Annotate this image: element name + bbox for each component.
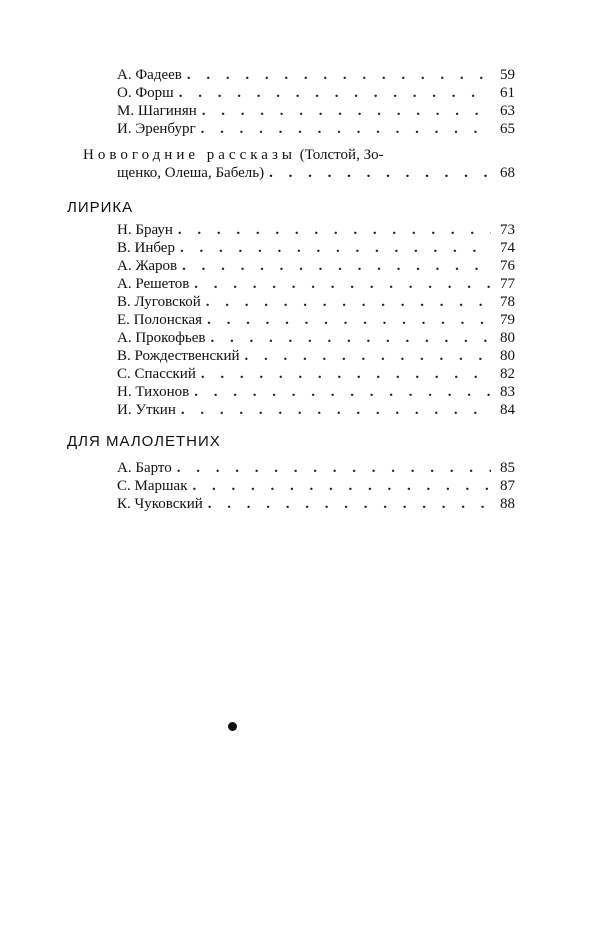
entry-page: 74 [500,240,515,256]
toc-entry [117,495,515,513]
toc-entry [117,257,515,275]
leader-dots [182,257,491,275]
entry-author: А. Прокофьев [117,330,206,346]
leader-dots [201,365,491,383]
leader-dots [178,221,491,239]
entry-author: С. Маршак [117,478,188,494]
entry-author: О. Форш [117,85,174,101]
stories-title: Новогодние рассказы [83,147,296,163]
leader-dots [187,66,491,84]
entry-author: Е. Полонская [117,312,203,328]
entry-page: 79 [500,312,515,328]
leader-dots [206,293,491,311]
leader-dots [245,347,491,365]
entry-author: И. Уткин [117,402,176,418]
leader-dots [211,329,492,347]
toc-entry [117,84,515,102]
entry-page: 88 [500,496,515,512]
leader-dots [194,383,491,401]
entry-page: 82 [500,366,515,382]
toc-entry [117,275,515,293]
leader-dots [201,120,491,138]
stories-entry [83,146,515,182]
entry-author: М. Шагинян [117,103,197,119]
stories-authors-start: (Толстой, Зо- [299,147,384,163]
entry-author: А. Фадеев [117,67,182,83]
entry-author: Н. Браун [117,222,173,238]
stories-line-2 [83,164,515,182]
entry-author: В. Луговской [117,294,201,310]
toc-entry [117,383,515,401]
leader-dots [269,164,494,182]
stories-line-1 [83,146,515,164]
toc-entry [117,120,515,138]
entry-author: В. Инбер [117,240,175,256]
toc-entry [117,102,515,120]
leader-dots [177,459,491,477]
leader-dots [180,239,491,257]
entry-author: И. Эренбург [117,121,196,137]
toc-entry [117,365,515,383]
leader-dots [179,84,491,102]
toc-entry [117,66,515,84]
entry-author: В. Рождественский [117,348,240,364]
toc-entry [117,311,515,329]
entry-page: 85 [500,460,515,476]
entry-author: Н. Тихонов [117,384,190,400]
entry-page: 87 [500,478,515,494]
toc-entry [117,401,515,419]
toc-entry [117,347,515,365]
entry-page: 76 [500,258,515,274]
leader-dots [181,401,491,419]
entry-author: А. Решетов [117,276,190,292]
ink-blot [228,722,237,731]
toc-entry [117,459,515,477]
entry-page: 73 [500,222,515,238]
leader-dots [194,275,491,293]
leader-dots [207,311,491,329]
toc-entry [117,239,515,257]
entry-page: 80 [500,330,515,346]
entry-page: 59 [500,67,515,83]
entry-author: А. Барто [117,460,172,476]
entry-page: 77 [500,276,515,292]
toc-entry [117,293,515,311]
entry-page: 61 [500,85,515,101]
leader-dots [193,477,492,495]
entry-page: 84 [500,402,515,418]
entry-page: 80 [500,348,515,364]
entry-author: А. Жаров [117,258,178,274]
toc-entry [117,329,515,347]
entry-author: К. Чуковский [117,496,203,512]
section-heading-lyrics: ЛИРИКА [67,199,134,216]
stories-authors-end: щенко, Олеша, Бабель) [117,165,265,181]
section-heading-young: ДЛЯ МАЛОЛЕТНИХ [67,433,221,450]
entry-author: С. Спасский [117,366,196,382]
entry-page: 65 [500,121,515,137]
entry-page: 63 [500,103,515,119]
leader-dots [202,102,491,120]
stories-page: 68 [500,165,515,181]
entry-page: 83 [500,384,515,400]
entry-page: 78 [500,294,515,310]
leader-dots [208,495,491,513]
toc-entry [117,477,515,495]
toc-entry [117,221,515,239]
